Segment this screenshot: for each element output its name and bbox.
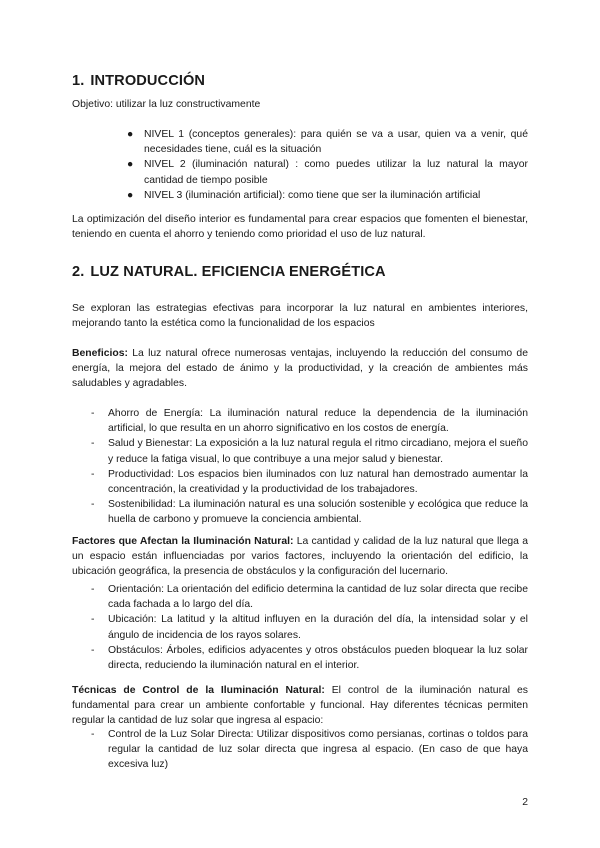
dash-marker: - (91, 438, 95, 450)
factor-obstacles-text: Obstáculos: Árboles, edificios adyacentes y otros obstáculos pueden bloquear la luz solar directa, reduciendo la iluminación natural en el interior. (108, 644, 528, 672)
benefit-sustainability-text: Sostenibilidad: La iluminación natural es una solución sostenible y ecológica que reduce la huella de carbono y promueve la conciencia ambiental. (108, 499, 528, 526)
section-1-heading-block (72, 72, 528, 90)
techniques-label: Técnicas de Control de la Iluminación Natural: (72, 685, 325, 696)
natural-intro-block (72, 301, 528, 331)
level-2-text: NIVEL 2 (iluminación natural) : como puedes utilizar la luz natural la mayor cantidad de tiempo posible (144, 159, 528, 186)
list-item (72, 188, 528, 203)
objective-line (72, 97, 528, 112)
dash-marker: - (91, 729, 95, 740)
levels-list-block (72, 127, 528, 203)
benefits-list-block (72, 406, 528, 528)
factors-label: Factores que Afectan la Iluminación Natural: (72, 536, 294, 547)
section-2-heading-block (72, 263, 528, 281)
dash-marker: - (91, 614, 95, 626)
section-1-heading (72, 72, 528, 90)
list-item (72, 497, 528, 527)
section-2-title: LUZ NATURAL. EFICIENCIA ENERGÉTICA (90, 264, 386, 280)
benefit-productivity-text: Productividad: Los espacios bien iluminados con luz natural han demostrado aumentar la concentración, la creatividad y la productividad de los trabajadores. (108, 468, 528, 496)
benefits-paragraph (72, 346, 528, 392)
factor-orientation-text: Orientación: La orientación del edificio determina la cantidad de luz solar directa que recibe cada fachada a lo largo del día. (108, 584, 528, 611)
benefits-list (72, 406, 528, 528)
list-item (72, 436, 528, 466)
benefit-health-text: Salud y Bienestar: La exposición a la luz natural regula el ritmo circadiano, mejora el sueño y reduce la fatiga visual, lo que contribuye a una mejor salud y bienestar. (108, 438, 528, 465)
techniques-list (72, 727, 528, 773)
bullet-marker: ● (127, 129, 134, 140)
dash-marker: - (91, 584, 95, 595)
factors-list-block (72, 582, 528, 673)
dash-marker: - (91, 468, 95, 480)
factor-location-text: Ubicación: La latitud y la altitud influyen en la duración del día, la intensidad solar y el ángulo de incidencia de los rayos solares. (108, 614, 528, 641)
levels-list (72, 127, 528, 203)
level-3-text: NIVEL 3 (iluminación artificial): como tiene que ser la iluminación artificial (144, 189, 481, 201)
list-item (72, 157, 528, 187)
intro-paragraph: La optimización del diseño interior es fundamental para crear espacios que fomenten el bienestar, teniendo en cuenta el ahorro y teniendo como prioridad el uso de luz natural. (72, 214, 528, 241)
intro-paragraph-block (72, 212, 528, 242)
dash-marker: - (91, 408, 95, 419)
benefits-text: La luz natural ofrece numerosas ventajas, incluyendo la reducción del consumo de energía, la mejora del estado de ánimo y la productividad, y la creación de ambientes más saludables y agradables. (72, 348, 528, 390)
page-number: 2 (522, 797, 528, 808)
list-item (72, 406, 528, 436)
list-item (72, 612, 528, 642)
techniques-paragraph (72, 683, 528, 729)
technique-direct-sun-text: Control de la Luz Solar Directa: Utilizar dispositivos como persianas, cortinas o toldos para regular la cantidad de luz solar directa que ingresa al espacio. (En caso de que haya excesiva luz) (108, 729, 528, 771)
list-item (72, 467, 528, 497)
techniques-block (72, 683, 528, 729)
benefits-block (72, 346, 528, 392)
objective-text: Objetivo: utilizar la luz constructivamente (72, 99, 261, 110)
dash-marker: - (91, 499, 95, 511)
factors-paragraph (72, 534, 528, 580)
benefit-energy-text: Ahorro de Energía: La iluminación natural reduce la dependencia de la iluminación artificial, lo que resulta en un ahorro significativo en los costos de energía. (108, 408, 528, 435)
benefits-label: Beneficios: (72, 348, 129, 359)
bullet-marker: ● (127, 189, 134, 201)
bullet-marker: ● (127, 159, 134, 171)
level-1-text: NIVEL 1 (conceptos generales): para quién se va a usar, quien va a venir, qué necesidades tiene, cuál es la situación (144, 129, 528, 156)
factors-list (72, 582, 528, 673)
factors-block (72, 534, 528, 580)
list-item (72, 582, 528, 612)
list-item (72, 127, 528, 157)
techniques-text: El control de la iluminación natural es fundamental para crear un ambiente confortable y funcional. Hay diferentes técnicas permiten regular la cantidad de luz solar que ingresa al espacio: (72, 685, 528, 727)
section-2-heading (72, 263, 528, 281)
section-1-title: INTRODUCCIÓN (90, 73, 206, 89)
factors-text: La cantidad y calidad de la luz natural que llega a un espacio están influenciadas por varios factores, incluyendo la orientación del edificio, la ubicación geográfica, la presencia de obstáculos y la configuración del lucernario. (72, 536, 528, 578)
list-item (72, 727, 528, 773)
natural-intro-paragraph: Se exploran las estrategias efectivas para incorporar la luz natural en ambientes interiores, mejorando tanto la estética como la funcionalidad de los espacios (72, 303, 528, 330)
section-1-number: 1. (72, 73, 85, 89)
dash-marker: - (91, 644, 95, 656)
techniques-list-block (72, 727, 528, 773)
section-2-number: 2. (72, 264, 85, 280)
list-item (72, 643, 528, 673)
